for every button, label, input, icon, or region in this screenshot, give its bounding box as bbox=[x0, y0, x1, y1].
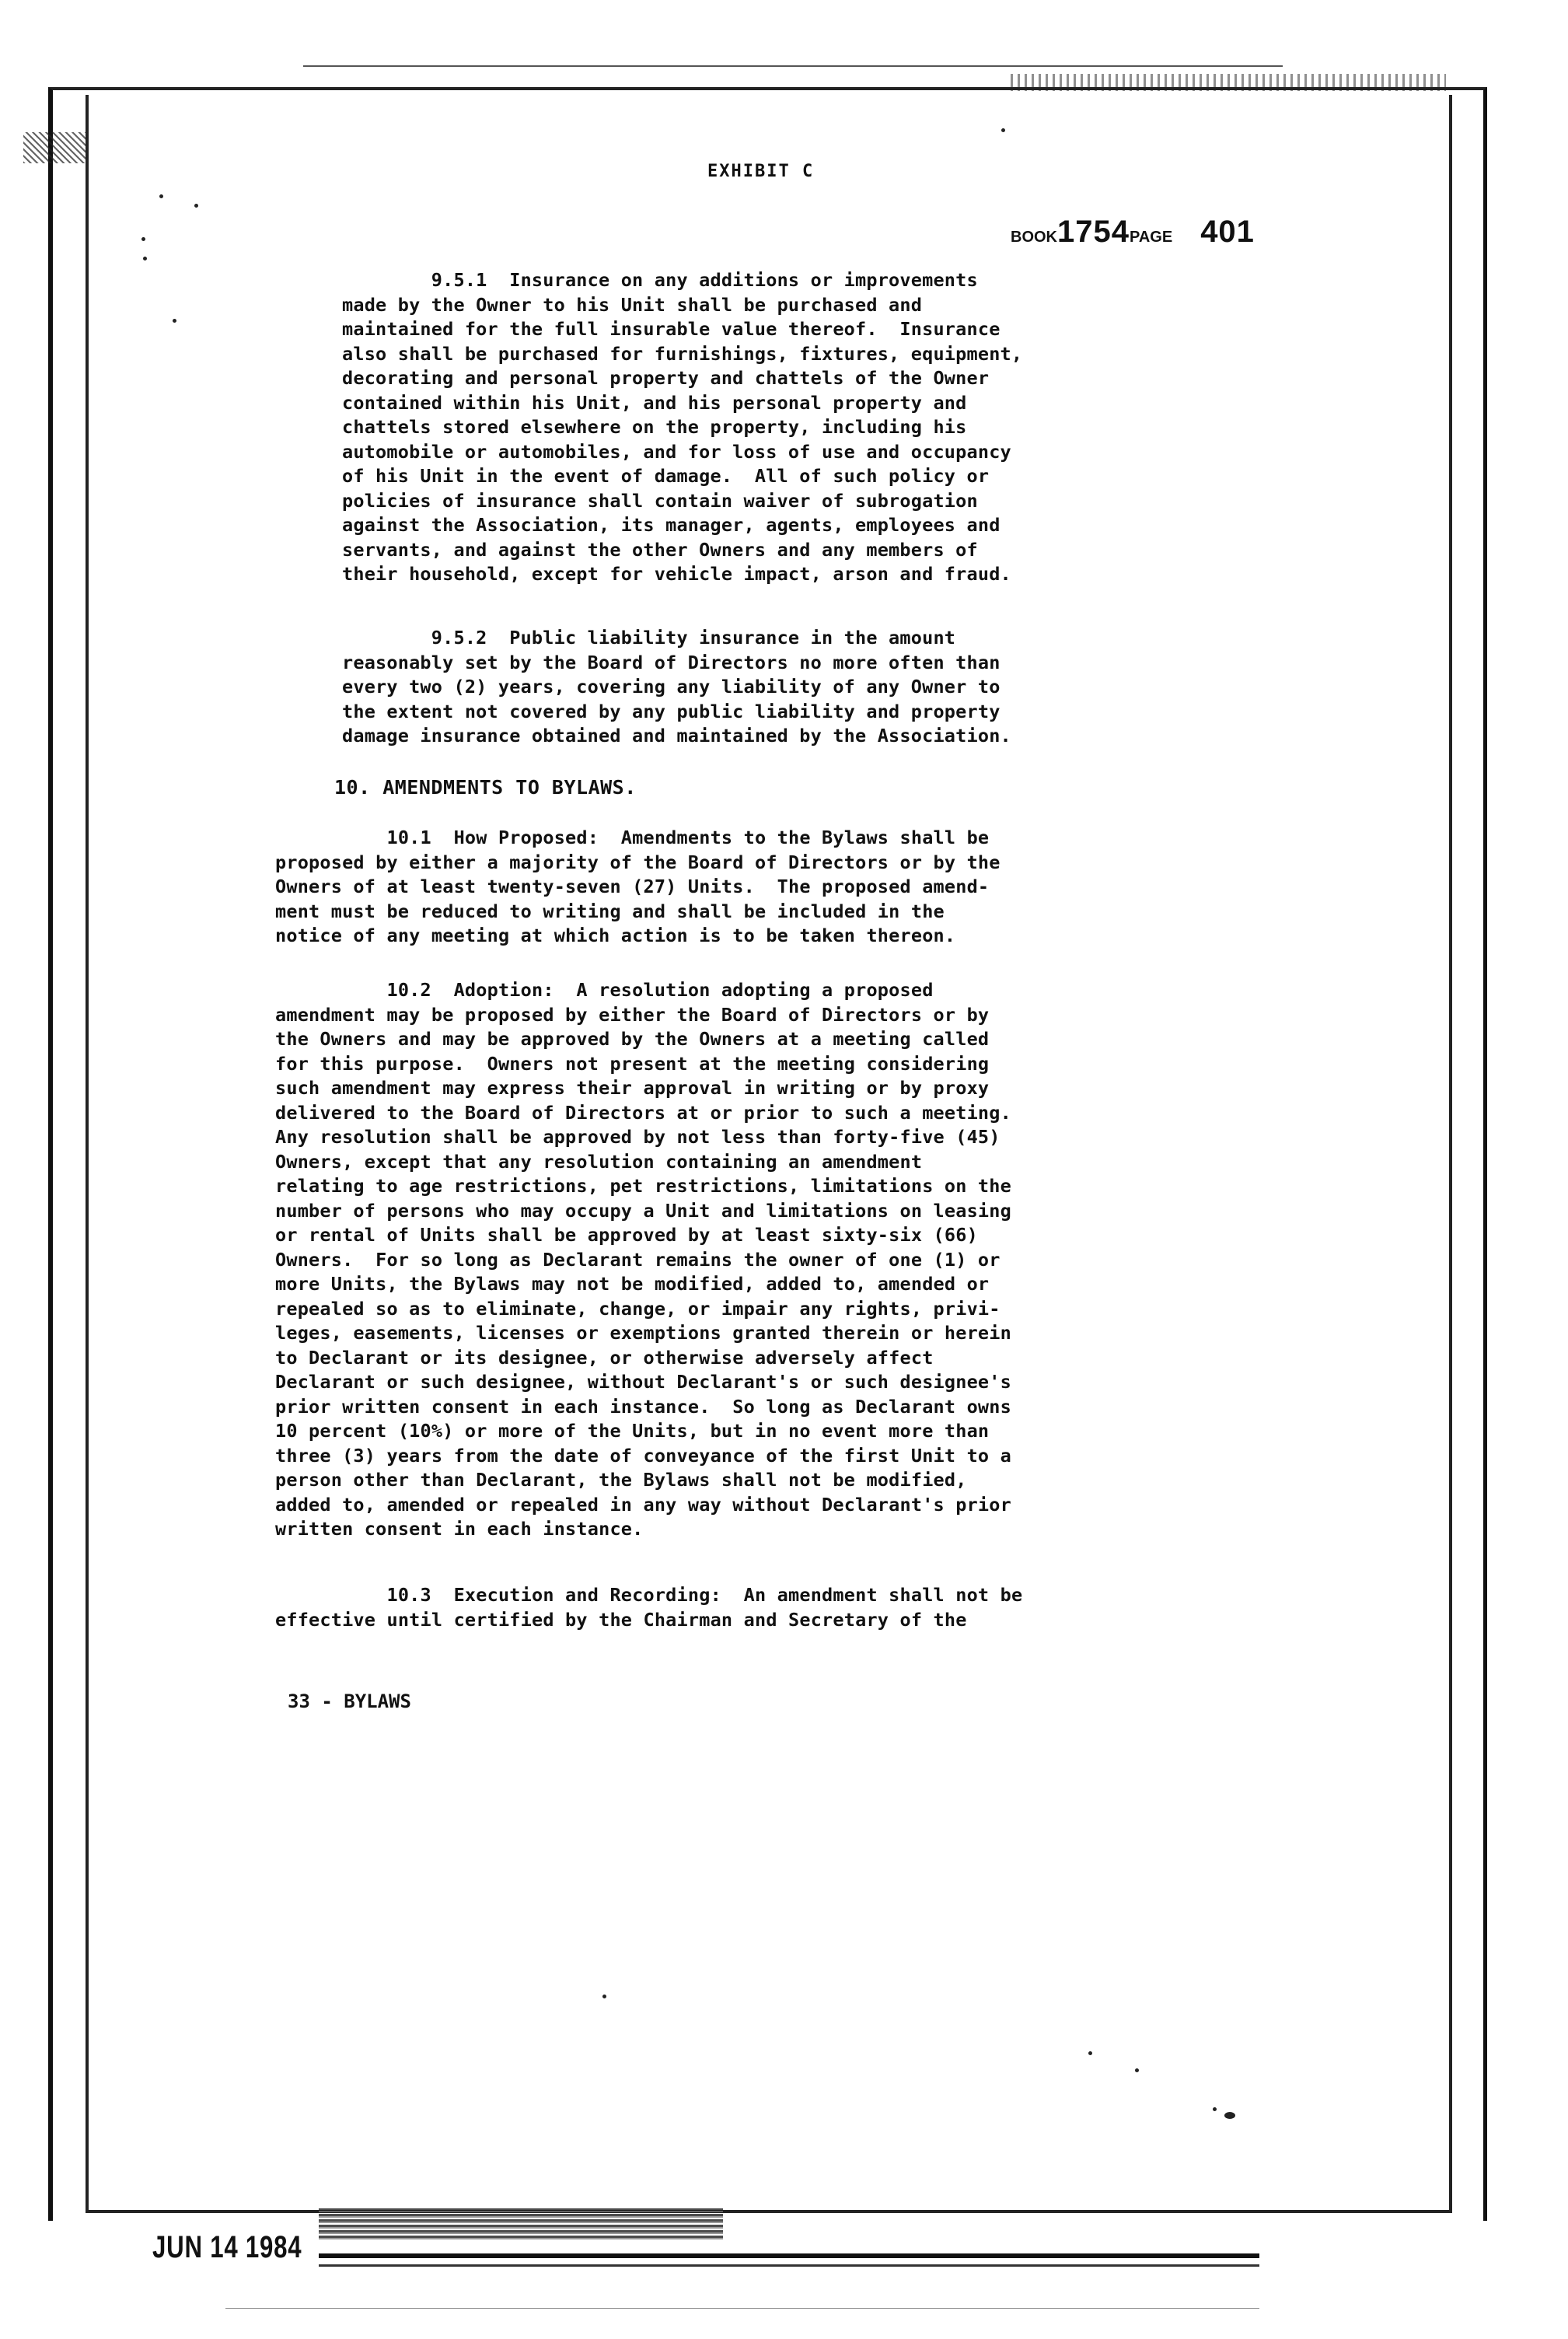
scan-speck bbox=[173, 319, 176, 323]
scan-speck bbox=[1224, 2112, 1235, 2119]
recording-date-stamp: JUN 14 1984 bbox=[152, 2230, 302, 2264]
book-page-reference bbox=[1011, 215, 1255, 250]
scan-speck bbox=[1001, 128, 1005, 132]
scan-speck bbox=[1088, 2051, 1092, 2055]
scan-bottom-rule bbox=[225, 2308, 1259, 2309]
paragraph-10-1: 10.1 How Proposed: Amendments to the Bylaws shall be proposed by either a majority of the Board of Directors or by the Owners of at least twenty-seven (27) Units. The proposed amend- ment must be reduced to writing and shall be included in the notice of any meeting at which action is to be taken thereon. bbox=[275, 827, 1001, 946]
section-heading-amendments: 10. AMENDMENTS TO BYLAWS. bbox=[334, 776, 637, 799]
page-footer-label: 33 - BYLAWS bbox=[288, 1690, 411, 1712]
scan-speck bbox=[194, 204, 198, 208]
page-number: 401 bbox=[1200, 215, 1255, 249]
exhibit-label: EXHIBIT C bbox=[707, 162, 815, 181]
scan-speck bbox=[1213, 2107, 1217, 2111]
scan-speck bbox=[141, 237, 145, 241]
scan-smear bbox=[319, 2208, 723, 2239]
scan-speck bbox=[159, 194, 163, 198]
scan-bottom-rule bbox=[319, 2264, 1259, 2267]
scan-speck bbox=[143, 257, 147, 260]
scan-speck bbox=[602, 1995, 606, 1998]
paragraph-9-5-1: 9.5.1 Insurance on any additions or improvements made by the Owner to his Unit shall be purchased and maintained for the full insurable value thereof. Insurance also shall be purchased for furnishings, fixtures, equipment, decorating and personal property and chattels of the Owner contained within his Unit, and his personal property and chattels stored elsewhere on the property, including his automobile or automobiles, and for loss of use and occupancy of his Unit in the event of damage. All of such policy or policies of insurance shall contain waiver of subrogation against the Association, its manager, agents, employees and servants, and against the other Owners and any members of their household, except for vehicle impact, arson and fraud. bbox=[342, 269, 1023, 585]
paragraph-10-2: 10.2 Adoption: A resolution adopting a proposed amendment may be proposed by either the Board of Directors or by the Owners and may be approved by the Owners at a meeting called for this purpose. Owners not present at the meeting considering such amendment may express their approval in writing or by proxy delivered to the Board of Directors at or prior to such a meeting. Any resolution shall be approved by not less than forty-five (45) Owners, except that any resolution containing an amendment relating to age restrictions, pet restrictions, limitations on the number of persons who may occupy a Unit and limitations on leasing or rental of Units shall be approved by at least sixty-six (66) Owners. For so long as Declarant remains the owner of one (1) or more Units, the Bylaws may not be modified, added to, amended or repealed so as to eliminate, change, or impair any rights, privi- leges, easements, licenses or exemptions granted therein or herein to Declarant or its designee, or otherwise adversely affect Declarant or such designee, without Declarant's or such designee's prior written consent in each instance. So long as Declarant owns 10 percent (10%) or more of the Units, but in no event more than three (3) years from the date of conveyance of the first Unit to a person other than Declarant, the Bylaws shall not be modified, added to, amended or repealed in any way without Declarant's prior written consent in each instance. bbox=[275, 979, 1011, 1540]
scan-bottom-rule bbox=[319, 2253, 1259, 2258]
book-prefix: BOOK bbox=[1011, 229, 1057, 246]
book-number: 1754 bbox=[1057, 215, 1130, 249]
page-prefix: PAGE bbox=[1129, 229, 1173, 246]
paragraph-10-3: 10.3 Execution and Recording: An amendment shall not be effective until certified by the Chairman and Secretary of the bbox=[275, 1584, 1023, 1631]
scan-top-rule bbox=[303, 65, 1283, 67]
paragraph-9-5-2: 9.5.2 Public liability insurance in the amount reasonably set by the Board of Directors no more often than every two (2) years, covering any liability of any Owner to the extent not covered by any public liability and property damage insurance obtained and maintained by the Association. bbox=[342, 627, 1011, 746]
scan-noise-left bbox=[23, 132, 86, 163]
scan-speck bbox=[1135, 2068, 1139, 2072]
